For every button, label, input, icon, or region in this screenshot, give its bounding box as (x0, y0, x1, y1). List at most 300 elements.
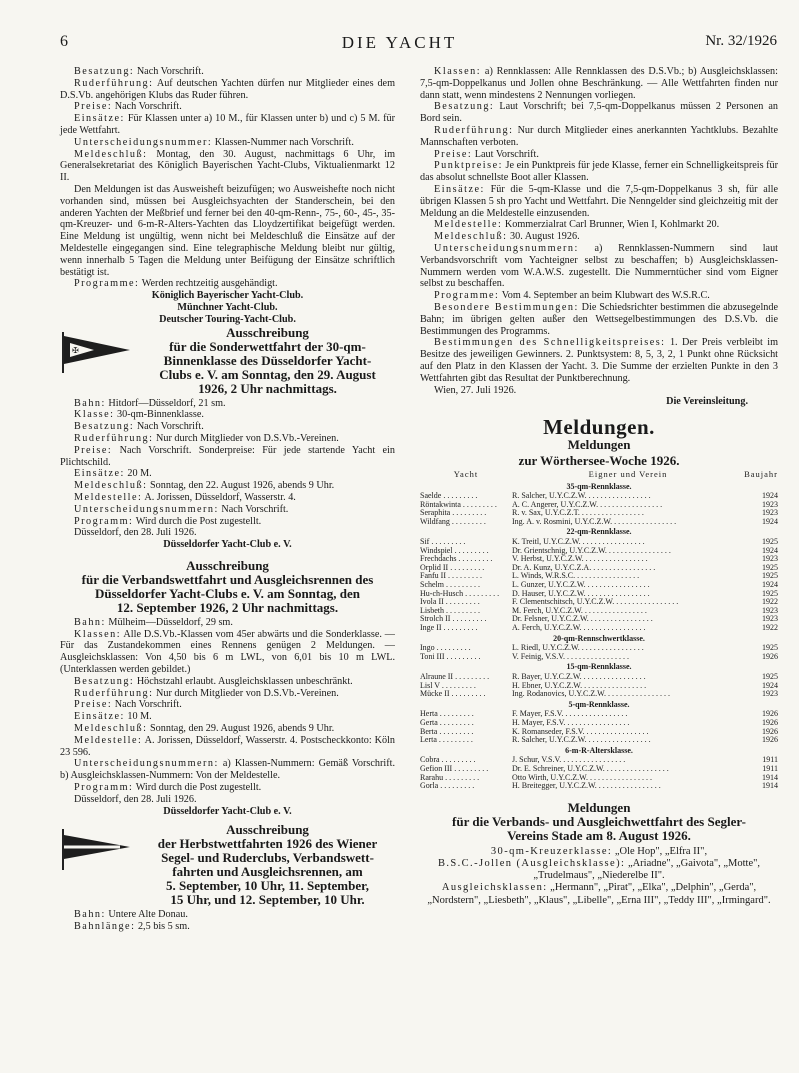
table-row (420, 624, 778, 633)
yacht-name: Sif . . . . . . . . . (420, 538, 466, 547)
paragraph (420, 385, 778, 397)
field-value: Für Klassen unter a) 10 M., für Klassen unter b) und c) 5 M. für jede Wettfahrt. (60, 113, 395, 136)
field-label: Besatzung: (74, 421, 135, 433)
table-row (420, 728, 778, 737)
field-value: a) Rennklassen-Nummern sind laut Verbandsvorschrift vom Yachteigner selbst zu beschaffen; b) Ausgleichsklassen-Nummern werden vom W.A.W.S. zugestellt. Die Nummerntücher sind vom Eigner selbst zu beschaffen. (420, 242, 778, 290)
table-row (420, 615, 778, 624)
field-value: 1. Der Preis verbleibt im Besitze des jeweiligen Gewinners. 2. Punktsystem: 8, 5, 3, 2, 1 Punkt ohne Rücksicht auf den Platz in den Klassen der Yacht. 3. Die Summe der erzielten Punkte in den 3 Wettfahrten gibt das Resultat der Punktberechnung. (420, 337, 779, 384)
svg-text:✠: ✠ (72, 345, 79, 355)
field-label: Punktpreise: (434, 160, 503, 172)
field-label: Meldestelle: (74, 734, 143, 746)
field-label: Ruderführung: (74, 77, 154, 89)
paragraph (420, 160, 778, 184)
field-label: Preise: (74, 101, 113, 113)
table-row (420, 538, 778, 547)
yacht-name: Hu-ch-Husch . . . . . . . . . (420, 589, 500, 598)
magazine-title: DIE YACHT (341, 33, 458, 52)
paragraph (60, 782, 395, 794)
field-label: Preise: (74, 444, 113, 456)
build-year: 1925 (762, 563, 778, 572)
yacht-name: Ingo . . . . . . . . . (420, 644, 471, 653)
paragraph (420, 219, 778, 231)
heading-line: 5. September, 10 Uhr, 11. September, (166, 878, 369, 894)
table-row (420, 644, 778, 653)
yacht-name: Rarahu . . . . . . . . . (420, 773, 480, 782)
owner-club: D. Hauser, U.Y.C.Z.W. . . . . . . . . . . . . . . . . (512, 589, 650, 598)
field-label: Programme: (434, 290, 500, 302)
paragraph (420, 101, 778, 125)
field-label: 30-qm-Kreuzerklasse: (490, 845, 613, 857)
entry-line (420, 846, 778, 858)
field-value: 20 M. (124, 468, 152, 480)
field-value: A. Jorissen, Düsseldorf, Wasserstr. 4. Postscheckkonto: Köln 23 596. (60, 734, 395, 758)
table-row (420, 765, 778, 774)
build-year: 1926 (762, 736, 778, 745)
col-owner: Eigner und Verein (588, 469, 668, 479)
field-value: 30-qm-Binnenklasse. (114, 409, 204, 421)
owner-club: R. v. Sax, U.Y.C.Z.T. . . . . . . . . . . . . . . . . (512, 509, 644, 518)
paragraph (60, 527, 395, 539)
paragraph (60, 711, 395, 723)
paragraph (420, 184, 778, 219)
field-label: Unterscheidungsnummern: (74, 503, 219, 515)
class-row (420, 745, 778, 757)
yacht-name: Orplid II . . . . . . . . . (420, 563, 485, 572)
field-label: Preise: (74, 699, 113, 711)
field-value: Den Meldungen ist das Ausweisheft beizufügen; wo Ausweishefte noch nicht vorhanden sind, müssen bei Ausgleichsyachten der Standerschein, bei den anderen Yachten der Meßbrief und ferner bei den 40-qm-Renn-, 75-, 60-, 45-, 35-qm-Kreuzer- und 6-m-R-Alters-Yachten das Lloydzertifikat beigefügt werden. Eine Meldung ist ungültig, wenn nicht bei Meldeschluß die Einsätze auf der Meldestelle eingegangen sind. Eine telegraphische Meldung bleibt nur gültig, wenn innerhalb 5 Tagen die Meldung unter Beifügung der Einsätze schriftlich bestätigt ist. (60, 183, 395, 278)
heading-line: Münchner Yacht-Club. (177, 301, 278, 313)
heading-line: Clubs e. V. am Sonntag, den 29. August (159, 366, 376, 382)
entries-table (420, 470, 778, 791)
build-year: 1911 (762, 764, 778, 773)
field-value: Sonntag, den 22. August 1926, abends 9 Uhr. (147, 480, 335, 492)
field-label: Klassen: (74, 628, 122, 640)
field-label: Bestimmungen des Schnelligkeitspreises: (434, 337, 666, 349)
yacht-name: Schelm . . . . . . . . . (420, 581, 480, 590)
field-value: „Ole Hop", „Elfra II", (612, 845, 708, 857)
owner-club: V. Herbst, U.Y.C.Z.W. . . . . . . . . . . . . . . . . (512, 555, 648, 564)
heading-line: Königlich Bayerischer Yacht-Club. (151, 290, 304, 302)
build-year: 1924 (762, 681, 778, 690)
build-year: 1925 (762, 672, 778, 681)
table-row (420, 653, 778, 662)
heading-line: Segel- und Ruderclubs, Verbandswett- (161, 850, 374, 866)
build-year: 1923 (762, 509, 778, 518)
paragraph (60, 113, 395, 137)
paragraph (420, 290, 778, 302)
build-year: 1911 (762, 756, 778, 765)
table-row (420, 673, 778, 682)
paragraph (60, 66, 395, 78)
field-label: Bahn: (74, 397, 106, 409)
field-label: Besatzung: (434, 101, 495, 113)
announcement-1-body (60, 398, 395, 540)
build-year: 1923 (762, 615, 778, 624)
announcement-2-body (60, 617, 395, 806)
field-label: Besatzung: (74, 675, 135, 687)
announcement-1-signature: Düsseldorfer Yacht-Club e. V. (163, 539, 292, 551)
table-row (420, 492, 778, 501)
yacht-name: Inge II . . . . . . . . . (420, 624, 478, 632)
field-value: Nur durch Mitglieder von D.S.Vb.-Vereinen. (153, 687, 339, 699)
paragraph (60, 921, 395, 933)
field-value: Nach Vorschrift. (112, 101, 182, 113)
owner-club: H. Mayer, F.S.V. . . . . . . . . . . . . . . . . (512, 718, 630, 727)
heading-line: für die Verbands- und Ausgleichwettfahrt des Segler- (452, 813, 746, 829)
build-year: 1923 (762, 500, 778, 509)
class-name: 6-m-R-Altersklasse. (565, 745, 633, 755)
build-year: 1925 (762, 589, 778, 598)
paragraph (60, 421, 395, 433)
class-row (420, 661, 778, 673)
yacht-name: Mücke II . . . . . . . . . (420, 690, 486, 699)
paragraph (420, 337, 778, 384)
field-label: Meldeschluß: (434, 231, 508, 243)
field-label: Bahn: (74, 616, 106, 628)
owner-club: A. C. Angerer, U.Y.C.Z.W. . . . . . . . . . . . . . . . . (512, 500, 663, 509)
yacht-name: Lisl V . . . . . . . . . (420, 681, 476, 690)
field-label: Bahnlänge: (74, 921, 136, 933)
yacht-name: Wildfang . . . . . . . . . (420, 517, 486, 526)
paragraph (60, 184, 395, 278)
field-label: Unterscheidungsnummern: (74, 758, 219, 770)
yacht-name: Alraune II . . . . . . . . . (420, 672, 490, 681)
announcement-1-heading (60, 326, 395, 396)
table-row (420, 547, 778, 556)
field-label: Ausgleichsklassen: (441, 882, 548, 894)
owner-club: M. Ferch, U.Y.C.Z.W. . . . . . . . . . . . . . . . . (512, 606, 647, 615)
field-value: Mülheim—Düsseldorf, 29 sm. (105, 616, 233, 628)
paragraph (420, 66, 778, 101)
yacht-name: Gefion III . . . . . . . . . (420, 764, 489, 773)
paragraph (60, 676, 395, 688)
field-value: 2,5 bis 5 sm. (135, 921, 190, 933)
class-row (420, 699, 778, 711)
field-label: Unterscheidungsnummern: (434, 242, 579, 254)
heading-line: der Herbstwettfahrten 1926 des Wiener (157, 836, 378, 852)
build-year: 1926 (762, 718, 778, 727)
announcement-3-continued (420, 66, 778, 396)
paragraph (60, 735, 395, 759)
announcement-3-body (60, 909, 395, 933)
club-pennant-icon (60, 330, 132, 374)
field-label: Bahn: (74, 909, 106, 921)
heading-line: Ausschreibung (186, 557, 269, 573)
meldungen-subheading (420, 438, 778, 468)
yacht-name: Cobra . . . . . . . . . (420, 756, 476, 765)
owner-club: F. Clementschitsch, U.Y.C.Z.W. . . . . . . . . . . . . . . . . (512, 598, 679, 607)
paragraph (60, 137, 395, 149)
heading-line: 12. September 1926, 2 Uhr nachmittags. (116, 599, 339, 615)
heading-line: Düsseldorfer Yacht-Clubs e. V. am Sonntag, den (95, 585, 360, 601)
table-row (420, 598, 778, 607)
field-value: „Ariadne", „Gaivota", „Motte", „Trudelmaus", „Niederelbe II". (533, 857, 761, 882)
left-column (60, 66, 395, 933)
table-row (420, 509, 778, 518)
owner-club: F. Mayer, F.S.V. . . . . . . . . . . . . . . . . (512, 710, 628, 719)
build-year: 1923 (762, 606, 778, 615)
field-label: Einsätze: (74, 711, 125, 723)
table-row (420, 736, 778, 745)
build-year: 1923 (762, 690, 778, 699)
owner-club: Ing. A. v. Rosmini, U.Y.C.Z.W. . . . . . . . . . . . . . . . . (512, 517, 677, 526)
build-year: 1925 (762, 572, 778, 581)
yacht-name: Lerta . . . . . . . . . (420, 736, 473, 745)
field-value: A. Jorissen, Düsseldorf, Wasserstr. 4. (142, 491, 296, 503)
paragraph (60, 433, 395, 445)
yacht-name: Frechdachs . . . . . . . . . (420, 555, 493, 564)
paragraph (60, 398, 395, 410)
table-row (420, 501, 778, 510)
field-label: Programm: (74, 515, 134, 527)
field-value: Nach Vorschrift. (134, 66, 204, 77)
heading-line: Ausschreibung (226, 324, 309, 340)
yacht-name: Lisbeth . . . . . . . . . (420, 606, 480, 615)
owner-club: K. Treitl, U.Y.C.Z.W. . . . . . . . . . . . . . . . . (512, 538, 645, 547)
field-label: Meldeschluß: (74, 148, 148, 160)
field-value: Auf deutschen Yachten dürfen nur Mitglieder eines dem D.S.Vb. angehörigen Klubs das Ruder führen. (60, 77, 395, 101)
field-value: Wien, 27. Juli 1926. (434, 384, 517, 396)
field-label: Meldestelle: (74, 491, 143, 503)
club-pennant-icon (60, 827, 132, 871)
yacht-name: Toni III . . . . . . . . . (420, 652, 481, 661)
field-value: Die Schiedsrichter bestimmen die abzusegelnde Bahn; im übrigen gelten außer den Wettsegelbestimmungen des D.S.Vb. die Bestimmungen des Programms. (420, 301, 778, 337)
owner-club: R. Salcher, U.Y.C.Z.W. . . . . . . . . . . . . . . . . (512, 736, 651, 745)
build-year: 1922 (762, 624, 778, 632)
paragraph (60, 468, 395, 480)
entry-line (420, 858, 778, 882)
paragraph (60, 688, 395, 700)
field-value: Alle D.S.Vb.-Klassen vom 45er abwärts und die Sonderklasse. — Für das Zustandekommen eines Rennens genügen 2 Meldungen. — Ausgleichsklassen: Von 4,50 bis 6 m LWL, von 6,01 bis 10 m LWL. (Unterklassen werden gebildet.) (60, 628, 395, 676)
owner-club: V. Feinig, V.S.V. . . . . . . . . . . . . . . . . (512, 652, 629, 661)
build-year: 1925 (762, 538, 778, 547)
yacht-name: Saelde . . . . . . . . . (420, 492, 478, 501)
paragraph (60, 699, 395, 711)
field-value: Düsseldorf, den 28. Juli 1926. (74, 793, 197, 805)
field-value: Montag, den 30. August, nachmittags 6 Uhr, im Generalsekretariat des Königlich Bayerischen Yacht-Clubs, Viktualienmarkt 12 II. (60, 148, 395, 184)
field-value: Sonntag, den 29. August 1926, abends 9 Uhr. (147, 723, 335, 735)
field-value: Laut Vorschrift. (472, 148, 539, 160)
yacht-name: Berta . . . . . . . . . (420, 727, 474, 736)
owner-club: L. Gunzer, U.Y.C.Z.W. . . . . . . . . . . . . . . . . (512, 581, 650, 590)
right-column (420, 66, 778, 907)
paragraph (60, 480, 395, 492)
paragraph (60, 617, 395, 629)
field-label: Besondere Bestimmungen: (434, 301, 579, 313)
owner-club: Ing. Rodanovics, U.Y.C.Z.W. . . . . . . . . . . . . . . . . (512, 690, 670, 699)
announcement-3-heading (60, 823, 395, 907)
paragraph (420, 149, 778, 161)
paragraph (420, 302, 778, 337)
paragraph (60, 909, 395, 921)
field-value: Kommerzialrat Carl Brunner, Wien I, Kohlmarkt 20. (502, 219, 720, 231)
owner-club: H. Ebner, U.Y.C.Z.W. . . . . . . . . . . . . . . . . (512, 681, 647, 690)
field-label: Besatzung: (74, 66, 135, 77)
paragraph (60, 492, 395, 504)
heading-line: Meldungen (567, 436, 631, 452)
intro-signatures (60, 290, 395, 325)
class-row (420, 481, 778, 493)
paragraph (420, 125, 778, 149)
field-label: Einsätze: (74, 113, 125, 125)
field-label: Ruderführung: (74, 687, 154, 699)
field-value: Nur durch Mitglieder eines anerkannten Yachtklubs. Bezahlte Mannschaften verboten. (420, 124, 778, 148)
build-year: 1924 (762, 546, 778, 555)
yacht-name: Strolch II . . . . . . . . . (420, 615, 487, 624)
build-year: 1926 (762, 710, 778, 719)
heading-line: 1926, 2 Uhr nachmittags. (198, 380, 337, 396)
build-year: 1923 (762, 555, 778, 564)
paragraph (420, 231, 778, 243)
announcement-2-signature: Düsseldorfer Yacht-Club e. V. (163, 805, 292, 817)
field-value: Düsseldorf, den 28. Juli 1926. (74, 527, 197, 539)
field-value: Werden rechtzeitig ausgehändigt. (139, 278, 278, 290)
class-name: 35-qm-Rennklasse. (566, 481, 632, 491)
heading-line: für die Verbandswettfahrt und Ausgleichsrennen des (81, 571, 374, 587)
paragraph (60, 409, 395, 421)
build-year: 1926 (762, 652, 778, 661)
paragraph (60, 723, 395, 735)
field-label: Ruderführung: (74, 432, 154, 444)
heading-line: Vereins Stade am 8. August 1926. (507, 827, 691, 843)
owner-club: K. Romanseder, F.S.V. . . . . . . . . . . . . . . . . (512, 727, 649, 736)
field-label: Programm: (74, 782, 134, 794)
field-value: Laut Vorschrift; bei 7,5-qm-Doppelkanus müssen 2 Personen an Bord sein. (420, 101, 778, 125)
yacht-name: Gorla . . . . . . . . . (420, 782, 475, 791)
paragraph (420, 243, 778, 290)
owner-club: R. Bayer, U.Y.C.Z.W. . . . . . . . . . . . . . . . . (512, 672, 646, 681)
field-label: B.S.C.-Jollen (Ausgleichsklasse): (437, 857, 626, 869)
build-year: 1924 (762, 492, 778, 501)
field-value: a) Rennklassen: Alle Rennklassen des D.S.Vb.; b) Ausgleichsklassen: 7,5-qm-Doppelkanus und Jollen ohne Beschränkung. — Alle Wettfahrten finden nur dann statt, wenn mindestens 2 Nennungen vorliegen. (420, 66, 778, 101)
owner-club: J. Schur, V.S.V. . . . . . . . . . . . . . . . . (512, 756, 626, 765)
field-label: Meldestelle: (434, 219, 503, 231)
heading-line: zur Wörthersee-Woche 1926. (518, 452, 680, 468)
field-label: Meldeschluß: (74, 480, 148, 492)
paragraph (60, 278, 395, 290)
field-value: Vom 4. September an beim Klubwart des W.S.R.C. (499, 290, 710, 302)
owner-club: Otto Wirth, U.Y.C.Z.W. . . . . . . . . . . . . . . . . (512, 773, 652, 782)
table-row (420, 690, 778, 699)
entry-line (420, 882, 778, 906)
heading-line: Binnenklasse des Düsseldorfer Yacht- (163, 352, 372, 368)
table-row (420, 564, 778, 573)
build-year: 1926 (762, 727, 778, 736)
field-value: „Hermann", „Pirat", „Elka", „Delphin", „Gerda", „Nordstern", „Liesbeth", „Klaus", „Libelle", „Erna III", „Teddy III", „Irmingard". (427, 882, 771, 906)
field-value: Höchstzahl erlaubt. Ausgleichsklassen unbeschränkt. (134, 675, 353, 687)
table-row (420, 782, 778, 791)
yacht-name: Fanfu II . . . . . . . . . (420, 572, 482, 581)
field-value: Für die 5-qm-Klasse und die 7,5-qm-Doppelkanus 3 sh, für alle übrigen Klassen 5 sh pro Yacht und Wettfahrt. Die Nenngelder sind gleichzeitig mit der Meldung an die Meldestelle einzusenden. (420, 183, 778, 219)
heading-line: Deutscher Touring-Yacht-Club. (159, 313, 296, 325)
paragraph (60, 101, 395, 113)
intro-section (60, 66, 395, 290)
owner-club: L. Riedl, U.Y.C.Z.W. . . . . . . . . . . . . . . . . (512, 644, 644, 653)
class-name: 15-qm-Rennklasse. (566, 662, 632, 672)
field-value: Wird durch die Post zugestellt. (133, 515, 262, 527)
field-value: Klassen-Nummer nach Vorschrift. (212, 136, 354, 148)
field-value: Nur durch Mitglieder von D.S.Vb.-Vereinen. (153, 432, 339, 444)
page-header (0, 33, 799, 55)
paragraph (60, 516, 395, 528)
heading-line: Ausschreibung (226, 822, 309, 838)
heading-line: 15 Uhr, und 12. September, 10 Uhr. (170, 892, 365, 908)
paragraph (60, 149, 395, 184)
field-value: a) Klassen-Nummern: Gemäß Vorschrift. b) Ausgleichsklassen-Nummern: Von der Meldestelle. (60, 758, 395, 782)
field-label: Einsätze: (74, 468, 125, 480)
paragraph (60, 629, 395, 676)
page-number: 6 (60, 33, 68, 50)
field-value: Wird durch die Post zugestellt. (133, 782, 262, 794)
class-row (420, 526, 778, 538)
owner-club: A. Ferch, U.Y.C.Z.W. . . . . . . . . . . . . . . . . (512, 624, 646, 632)
build-year: 1914 (762, 773, 778, 782)
owner-club: H. Breitegger, U.Y.C.Z.W. . . . . . . . . . . . . . . . . (512, 782, 661, 791)
owner-club: Dr. Felsner, U.Y.C.Z.W. . . . . . . . . . . . . . . . . (512, 615, 653, 624)
yacht-name: Ivola II . . . . . . . . . (420, 598, 480, 607)
announcement-3-signature: Die Vereinsleitung. (666, 396, 748, 408)
table-row (420, 710, 778, 719)
owner-club: Dr. Grientschnig, U.Y.C.Z.W. . . . . . . . . . . . . . . . . (512, 546, 671, 555)
heading-line: für die Sonderwettfahrt der 30-qm- (169, 338, 366, 354)
build-year: 1924 (762, 517, 778, 526)
table-row (420, 756, 778, 765)
table-header (420, 470, 778, 481)
field-label: Einsätze: (434, 183, 485, 195)
issue-number: Nr. 32/1926 (705, 33, 777, 49)
field-value: Nach Vorschrift. (134, 421, 204, 433)
announcement-2-heading (60, 559, 395, 615)
field-label: Ruderführung: (434, 124, 514, 136)
field-label: Programme: (74, 278, 140, 290)
field-value: Nach Vorschrift. (218, 503, 289, 515)
table-row (420, 774, 778, 783)
paragraph (60, 794, 395, 806)
table-row (420, 518, 778, 527)
table-row (420, 719, 778, 728)
heading-line: fahrten und Ausgleichsrennen, am (172, 864, 363, 880)
field-value: Untere Alte Donau. (105, 909, 188, 921)
meldungen-stade-list (420, 846, 778, 907)
field-label: Meldeschluß: (74, 723, 148, 735)
field-value: Je ein Punktpreis für jede Klasse, ferner ein Schnelligkeitspreis für das absolut schnellste Boot aller Klassen. (420, 160, 778, 184)
field-label: Klasse: (74, 409, 115, 421)
yacht-name: Seraphita . . . . . . . . . (420, 509, 487, 518)
field-value: Nach Vorschrift. (112, 699, 182, 711)
table-row (420, 572, 778, 581)
paragraph (60, 78, 395, 102)
yacht-name: Windspiel . . . . . . . . . (420, 546, 489, 555)
field-label: Preise: (434, 148, 473, 160)
paragraph (60, 445, 395, 469)
yacht-name: Herta . . . . . . . . . (420, 710, 474, 719)
field-label: Unterscheidungsnummer: (74, 136, 213, 148)
build-year: 1914 (762, 782, 778, 791)
table-row (420, 590, 778, 599)
field-value: Hitdorf—Düsseldorf, 21 sm. (105, 397, 226, 409)
owner-club: Dr. A. Kunz, U.Y.C.Z.A. . . . . . . . . . . . . . . . . (512, 563, 656, 572)
build-year: 1925 (762, 644, 778, 653)
field-value: 30. August 1926. (507, 231, 580, 243)
owner-club: L. Winds, W.R.S.C. . . . . . . . . . . . . . . . . (512, 572, 640, 581)
field-value: Nach Vorschrift. Sonderpreise: Für jede startende Yacht ein Plichtschild. (60, 444, 395, 468)
class-name: 22-qm-Rennklasse. (566, 527, 632, 537)
table-row (420, 581, 778, 590)
table-row (420, 682, 778, 691)
meldungen-stade-heading (420, 801, 778, 843)
field-value: 10 M. (124, 711, 152, 723)
table-row (420, 607, 778, 616)
